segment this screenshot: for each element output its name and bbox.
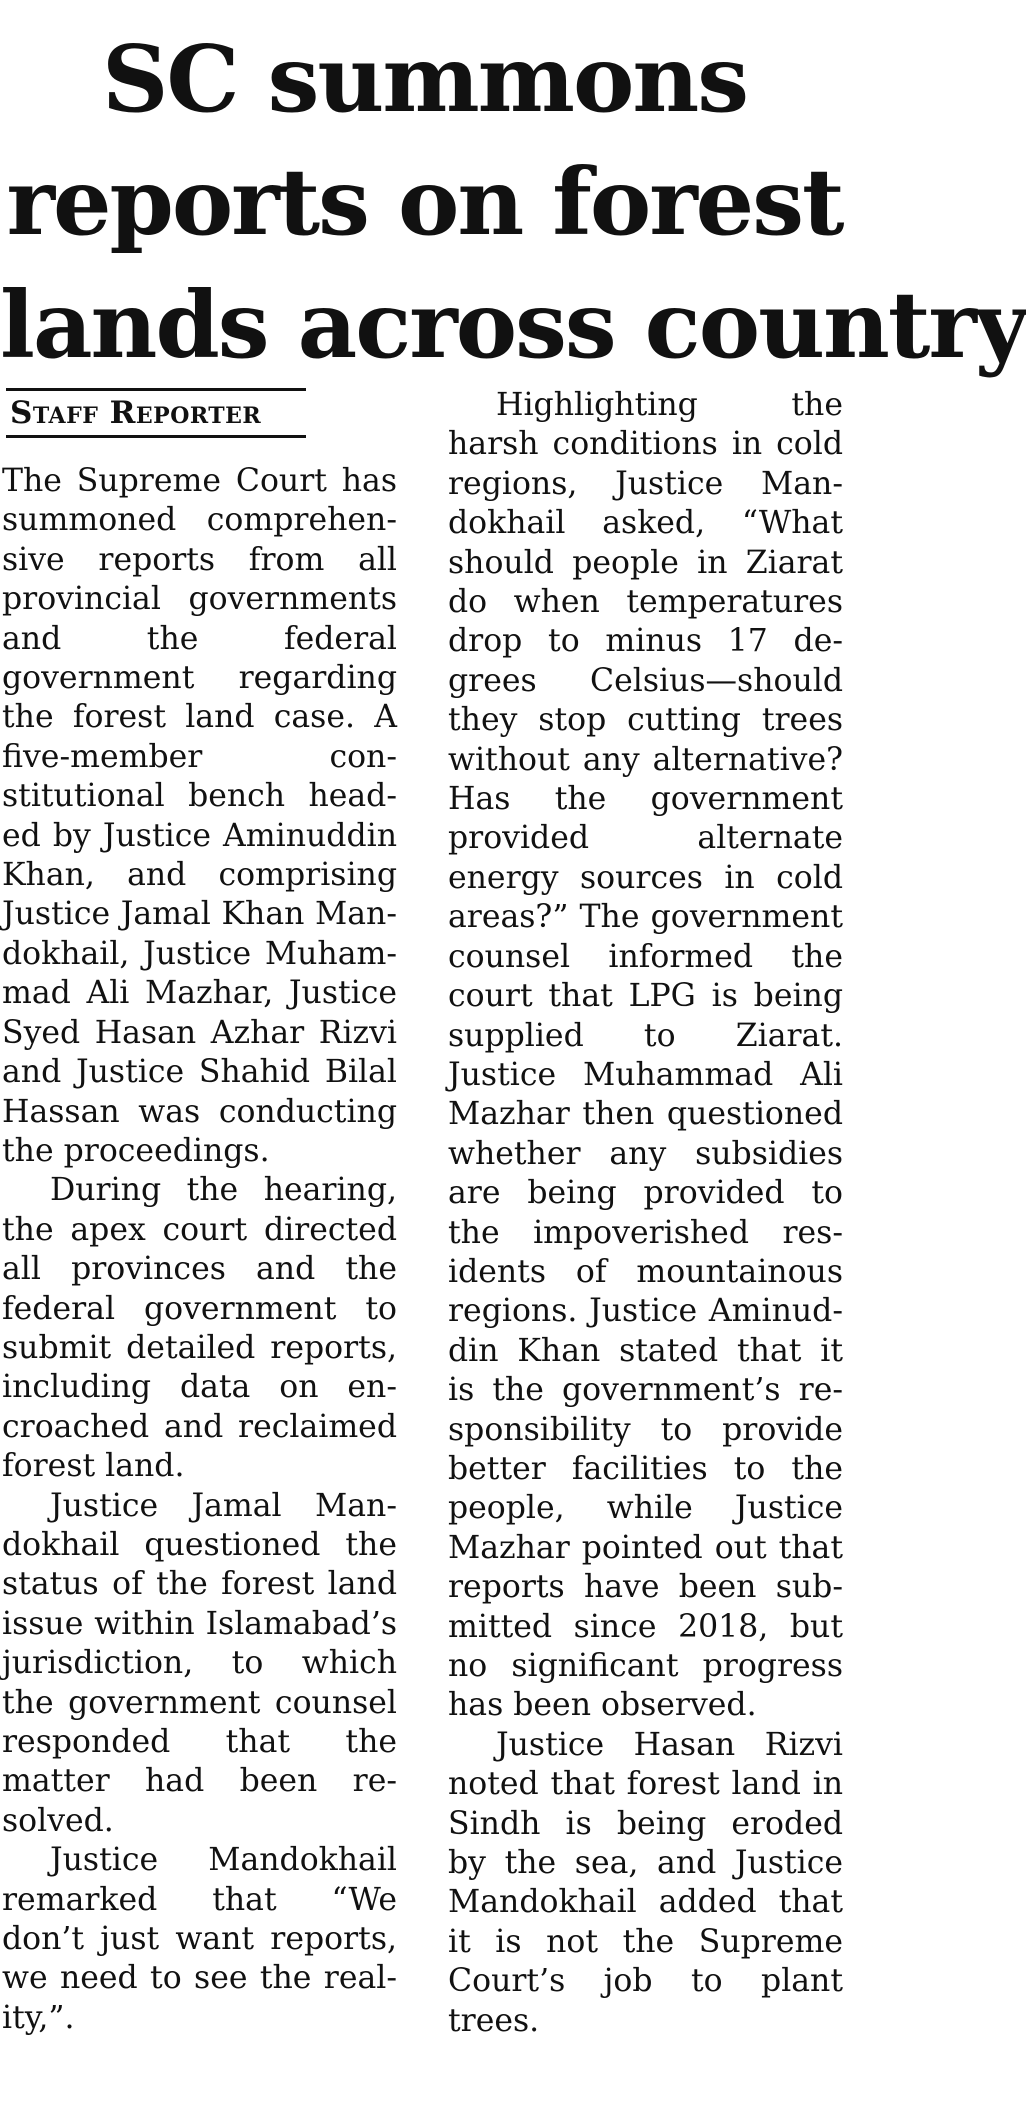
article-paragraph-2: During the hearing, the apex court directed all provinces and the federal government to submit detailed reports, including data on encroached and reclaimed forest land. bbox=[2, 1172, 397, 1485]
byline: Staff Reporter bbox=[6, 388, 306, 438]
headline-line-1: SC summons bbox=[101, 25, 748, 133]
article-paragraph-4: Justice Mandokhail remarked that “We don’t just want reports, we need to see the reality,”. bbox=[2, 1842, 397, 2036]
article-paragraph-5: Highlighting the harsh conditions in cold regions, Justice Mandokhail asked, “What should people in Ziarat do when temperatures drop to minus 17 degrees Celsius—should they stop cutting trees without any alternative? Has the government provided alternate energy sources in cold areas?” The government counsel informed the court that LPG is being supplied to Ziarat. Justice Muhammad Ali Mazhar then questioned whether any subsidies are being provided to the impoverished residents of mountainous regions. Justice Aminuddin Khan stated that it is the government’s responsibility to provide better facilities to the people, while Justice Mazhar pointed out that reports have been submitted since 2018, but no significant progress has been observed. bbox=[448, 387, 843, 1724]
article-paragraph-3: Justice Jamal Mandokhail questioned the status of the forest land issue within Islamabad’s jurisdiction, to which the government counsel responded that the matter had been resolved. bbox=[2, 1487, 397, 1839]
article-column-left bbox=[2, 462, 397, 2038]
headline-line-2: reports on forest bbox=[6, 148, 843, 256]
article-paragraph-6: Justice Hasan Rizvi noted that forest land in Sindh is being eroded by the sea, and Justice Mandokhail added that it is not the Supreme Court’s job to plant trees. bbox=[448, 1726, 843, 2039]
article-paragraph-1: The Supreme Court has summoned comprehensive reports from all provincial governments and the federal government regarding the forest land case. A five-member constitutional bench headed by Justice Aminuddin Khan, and comprising Justice Jamal Khan Mandokhail, Justice Muhammad Ali Mazhar, Justice Syed Hasan Azhar Rizvi and Justice Shahid Bilal Hassan was conducting the proceedings. bbox=[2, 463, 397, 1169]
article-column-right bbox=[448, 386, 843, 2041]
headline-line-3: lands across country bbox=[0, 271, 1026, 379]
headline bbox=[0, 18, 1026, 387]
